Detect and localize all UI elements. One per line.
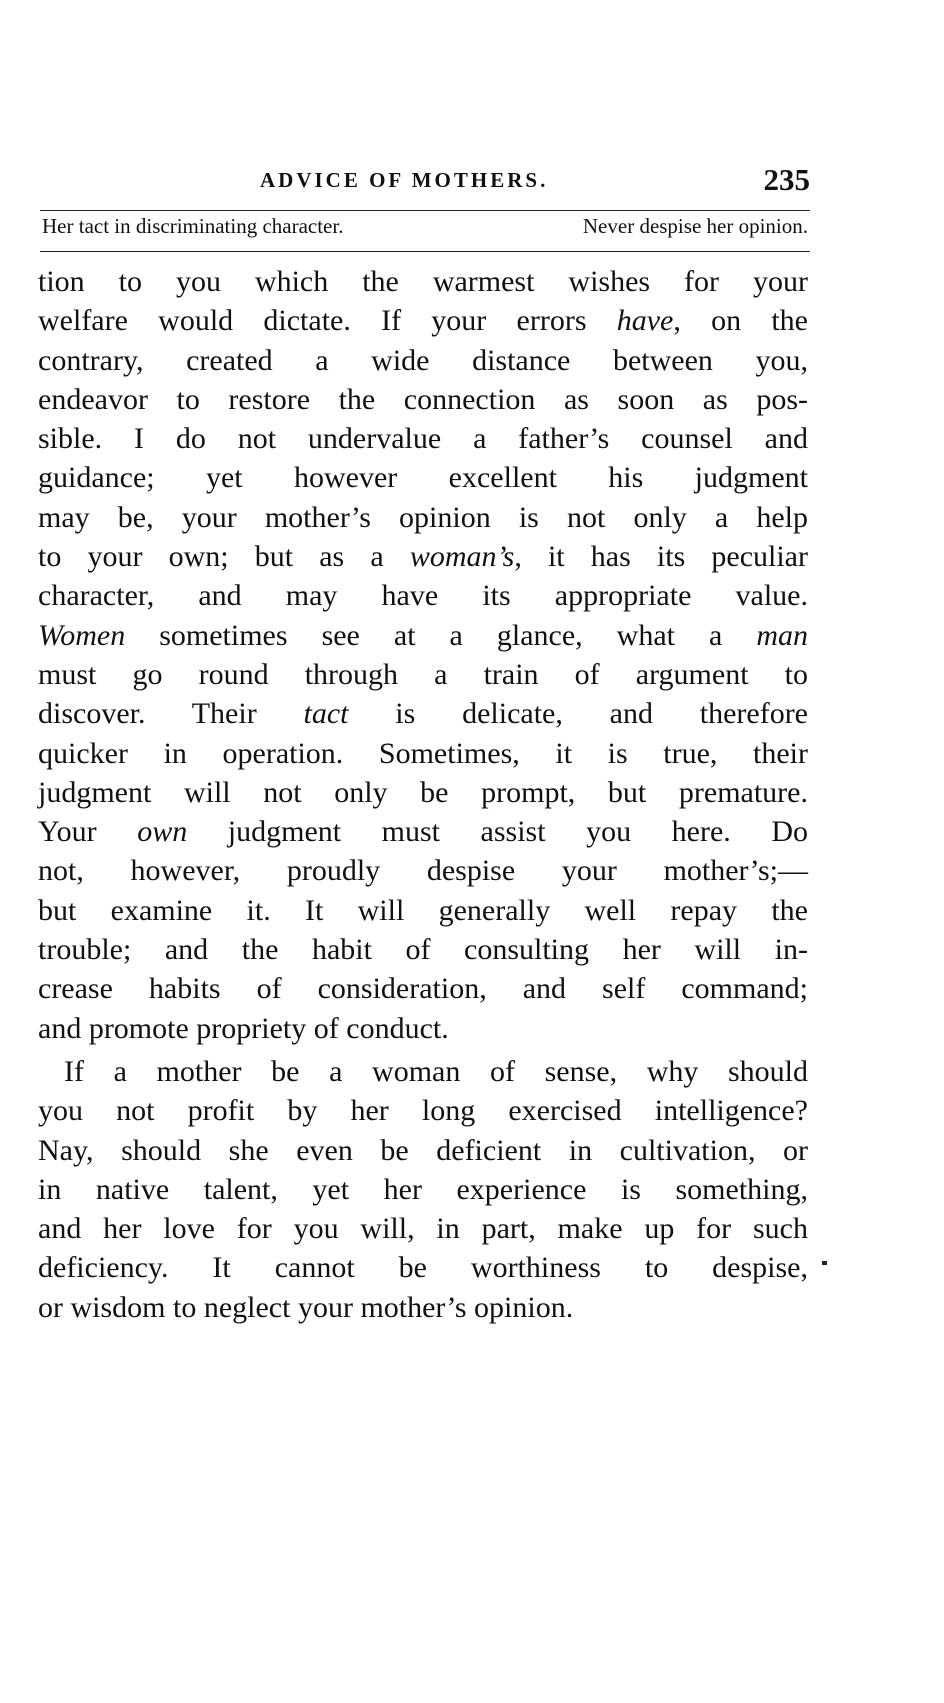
text-line: in native talent, yet her experience is something,: [38, 1172, 808, 1206]
text-line: quicker in operation. Sometimes, it is true, their: [38, 736, 808, 770]
paragraph: [38, 262, 808, 1048]
text-line: and promote propriety of conduct.: [38, 1011, 449, 1045]
running-head: [40, 162, 810, 202]
text-line: welfare would dictate. If your errors have, on the: [38, 304, 808, 338]
text-line: discover. Their tact is delicate, and therefore: [38, 697, 808, 731]
text-line: Nay, should she even be deficient in cultivation, or: [38, 1133, 808, 1167]
text-line: tion to you which the warmest wishes for your: [38, 265, 808, 298]
page-number: 235: [763, 162, 810, 197]
text-line: and her love for you will, in part, make up for such: [38, 1212, 808, 1246]
text-line: If a mother be a woman of sense, why should: [64, 1054, 808, 1088]
text-line: deficiency. It cannot be worthiness to despise,: [38, 1251, 808, 1285]
header-rule-bottom: [40, 251, 810, 252]
running-title: ADVICE OF MOTHERS.: [260, 168, 549, 192]
text-line: must go round through a train of argument to: [38, 657, 808, 691]
marginal-summary-left: Her tact in discriminating character.: [42, 214, 344, 238]
body-text: [38, 262, 808, 1327]
text-line: but examine it. It will generally well repay the: [38, 893, 808, 927]
text-line: guidance; yet however excellent his judgment: [38, 461, 808, 495]
stray-ink-mark: [822, 1261, 827, 1265]
text-line: endeavor to restore the connection as soon as pos-: [38, 382, 808, 416]
header-rule-top: [40, 210, 810, 211]
text-line: trouble; and the habit of consulting her will in-: [38, 933, 808, 967]
text-line: you not profit by her long exercised intelligence?: [38, 1094, 808, 1128]
text-line: or wisdom to neglect your mother’s opinion.: [38, 1290, 574, 1324]
text-line: Your own judgment must assist you here. Do: [38, 815, 809, 849]
text-line: to your own; but as a woman’s, it has its peculiar: [38, 540, 808, 574]
text-line: judgment will not only be prompt, but premature.: [38, 775, 808, 809]
text-line: character, and may have its appropriate value.: [38, 579, 808, 613]
paragraph: [38, 1052, 808, 1327]
marginal-summary-right: Never despise her opinion.: [582, 214, 808, 238]
text-line: crease habits of consideration, and self command;: [38, 972, 808, 1006]
text-line: may be, your mother’s opinion is not only a help: [38, 500, 808, 534]
text-line: sible. I do not undervalue a father’s counsel and: [38, 422, 808, 456]
marginal-summary: [42, 214, 808, 239]
text-line: Women sometimes see at a glance, what a man: [38, 618, 808, 652]
text-line: not, however, proudly despise your mother’s;—: [38, 854, 808, 888]
text-line: contrary, created a wide distance between you,: [38, 343, 808, 377]
